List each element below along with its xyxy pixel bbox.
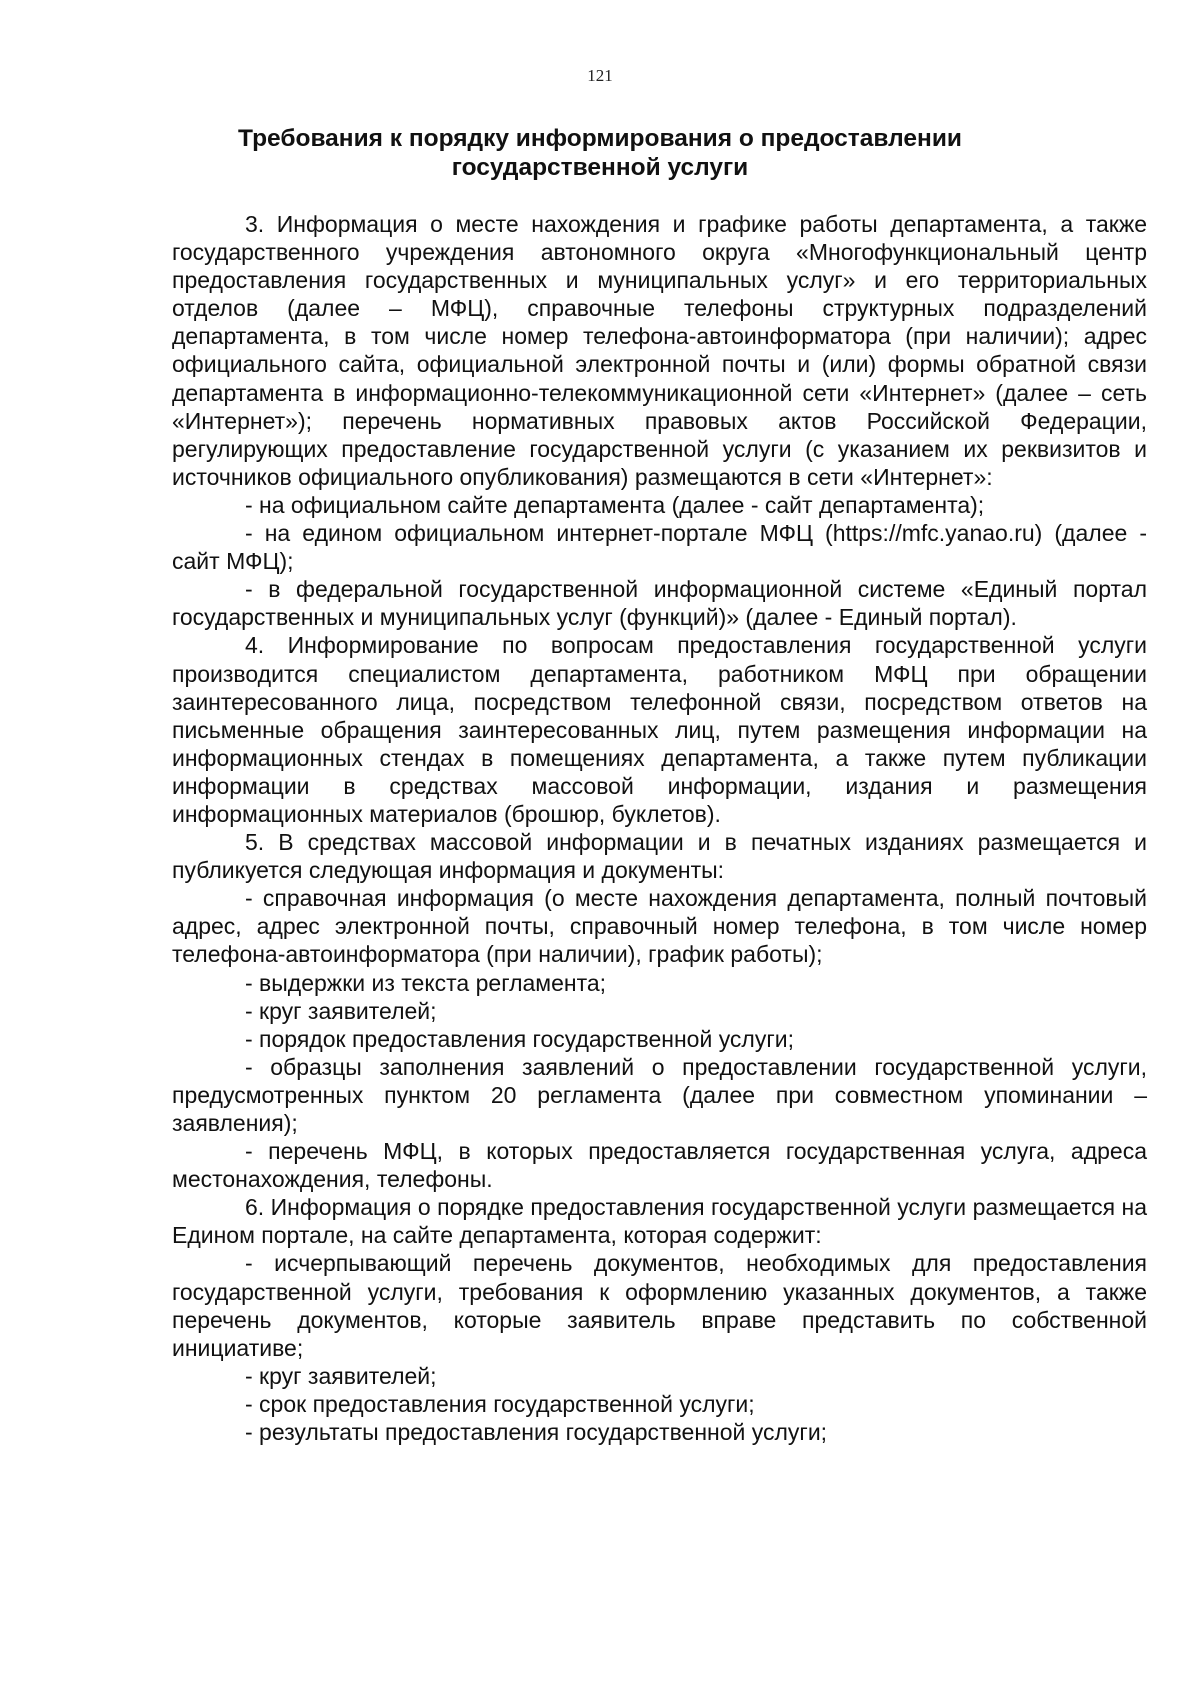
list-item-service-results: - результаты предоставления государственной услуги; bbox=[245, 1419, 828, 1446]
list-item-applicants-2: - круг заявителей; bbox=[245, 1362, 437, 1389]
paragraph-item-4: 4. Информирование по вопросам предоставления государственной услуги производится специалистом департамента, работником МФЦ при обращении заинтересованного лица, посредством телефонной связи, посредством ответов на письменные обращения заинтересованных лиц, путем размещения информации на информационных стендах в помещениях департамента, а также путем публикации информации в средствах массовой информации, издания и размещения информационных материалов (брошюр, буклетов). bbox=[172, 632, 1147, 827]
document-body bbox=[172, 210, 1147, 1446]
list-item-regulation-excerpts: - выдержки из текста регламента; bbox=[245, 969, 607, 996]
list-item-official-site: - на официальном сайте департамента (далее - сайт департамента); bbox=[245, 491, 985, 518]
paragraph-item-5: 5. В средствах массовой информации и в печатных изданиях размещается и публикуется следующая информация и документы: bbox=[172, 829, 1147, 884]
list-item-documents: - исчерпывающий перечень документов, необходимых для предоставления государственной услуги, требования к оформлению указанных документов, а также перечень документов, которые заявитель вправе представить по собственной инициативе; bbox=[172, 1250, 1147, 1361]
paragraph-item-3: 3. Информация о месте нахождения и графике работы департамента, а также государственного учреждения автономного округа «Многофункциональный центр предоставления государственных и муниципальных услуг» и его территориальных отделов (далее – МФЦ), справочные телефоны структурных подразделений департамента, в том числе номер телефона-автоинформатора (при наличии); адрес официального сайта, официальной электронной почты и (или) формы обратной связи департамента в информационно-телекоммуникационной сети «Интернет» (далее – сеть «Интернет»); перечень нормативных правовых актов Российской Федерации, регулирующих предоставление государственной услуги (с указанием их реквизитов и источников официального опубликования) размещаются в сети «Интернет»: bbox=[172, 211, 1147, 490]
page-number: 121 bbox=[587, 66, 613, 85]
list-item-applicants: - круг заявителей; bbox=[245, 997, 437, 1024]
paragraph-item-6: 6. Информация о порядке предоставления государственной услуги размещается на Едином портале, на сайте департамента, которая содержит: bbox=[172, 1194, 1147, 1249]
list-item-mfc-list: - перечень МФЦ, в которых предоставляется государственная услуга, адреса местонахождения, телефоны. bbox=[172, 1138, 1147, 1193]
section-title-line-1: Требования к порядку информирования о предоставлении bbox=[238, 125, 962, 152]
list-item-service-term: - срок предоставления государственной услуги; bbox=[245, 1390, 755, 1417]
list-item-reference-info: - справочная информация (о месте нахождения департамента, полный почтовый адрес, адрес электронной почты, справочный номер телефона, в том числе номер телефона-автоинформатора (при наличии), график работы); bbox=[172, 885, 1147, 968]
section-title bbox=[170, 124, 1030, 182]
list-item-federal-portal: - в федеральной государственной информационной системе «Единый портал государственных и муниципальных услуг (функций)» (далее - Единый портал). bbox=[172, 576, 1147, 631]
list-item-mfc-portal: - на едином официальном интернет-портале МФЦ (https://mfc.yanao.ru) (далее - сайт МФЦ); bbox=[172, 520, 1147, 575]
section-title-line-2: государственной услуги bbox=[451, 154, 749, 181]
list-item-application-samples: - образцы заполнения заявлений о предоставлении государственной услуги, предусмотренных пунктом 20 регламента (далее при совместном упоминании – заявления); bbox=[172, 1053, 1147, 1136]
list-item-service-procedure: - порядок предоставления государственной услуги; bbox=[245, 1025, 794, 1052]
